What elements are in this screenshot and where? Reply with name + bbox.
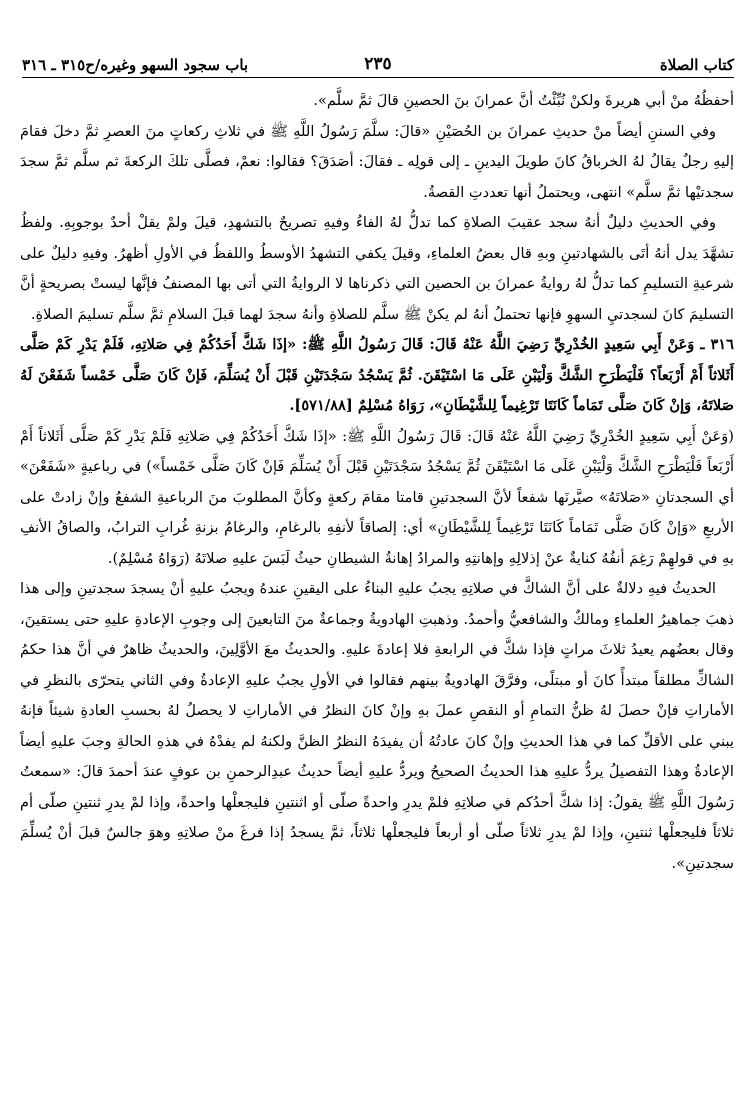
paragraph: وفي السننِ أيضاً منْ حديثِ عمرانَ بن الحُصَيْنِ «قالَ: سلَّمَ رَسُولُ اللَّهِ ﷺ في ثلاثِ ركعاتٍ منَ العصرِ ثمَّ دخلَ فقامَ إليهِ رجلٌ يقالُ لهُ الخرباقُ كانَ طويلَ اليدينِ ـ إلى قولِه ـ فقالَ: أصَدَقَ؟ فقالوا: نعمْ، فصلَّى تلكَ الركعةَ ثم سلَّم ثمَّ سجدَ سجدتيْها ثمَّ سلَّم» انتهى، ويحتملُ أنها تعددتِ القصةُ.	[20, 122, 734, 201]
hadith-text	[20, 330, 734, 422]
body-text	[20, 86, 734, 879]
page-number: ٢٣٥	[364, 54, 392, 74]
hadith-body: ـ وَعَنْ أَبِي سَعِيدٍ الخُدْرِيِّ رَضِيَ اللَّهُ عَنْهُ قَالَ: قَالَ رَسُولُ اللَّهِ ﷺ: «إذَا شَكَّ أَحَدُكُمْ فِي صَلاتِهِ، فَلَمْ يَدْرِ كَمْ صَلَّى أَثَلاثاً أَمْ أَرْبَعاً؟ فَلْيَطْرَحِ الشَّكَّ وَلْيَبْنِ عَلَى مَا اسْتَيْقَنَ. ثُمَّ يَسْجُدُ سَجْدَتَيْنِ قَبْلَ أَنْ يُسَلِّمَ، فَإنْ كَانَ صَلَّى خَمْساً شَفَعْنَ لَهُ صَلاتَهُ، وَإنْ كَانَ صَلَّى تَمَاماً كَانَتَا تَرْغِيماً لِلشَّيْطَانِ»، رَوَاهُ مُسْلِمٌ [٥٧١/٨٨].	[20, 336, 734, 414]
running-header	[22, 44, 734, 78]
commentary-paragraph: (وَعَنْ أَبِي سَعِيدٍ الخُدْرِيِّ رَضِيَ اللَّهُ عَنْهُ قَالَ: قَالَ رَسُولُ اللَّهِ ﷺ: «إذَا شَكَّ أَحَدُكُمْ فِي صَلاتِهِ فَلَمْ يَدْرِ كَمْ صَلَّى أَثَلاثاً أَمْ أَرْبَعاً فَلْيَطْرَحِ الشَّكَّ وَلْيَبْنِ عَلَى مَا اسْتَيْقَنَ ثُمَّ يَسْجُدُ سَجْدَتَيْنِ قَبْلَ أَنْ يُسَلِّمَ فَإنْ كَانَ صَلَّى خَمْساً») في رباعيةٍ «شَفَعْنَ» أي السجدتانِ «صَلاتَهُ» صيَّرنَها شفعاً لأنَّ السجدتينِ قامتا مقامَ ركعةٍ وكأنَّ المطلوبَ منَ الرباعيةِ الشفعُ وإنْ زادتْ على الأربعِ «وَإنْ كَانَ صَلَّى تَمَاماً كَانَتَا تَرْغِيماً لِلشَّيْطَانِ» أي: إلصاقاً لأنفِهِ بالرغامِ، والرغامُ بزنةِ غُرابِ الترابُ، والصاقُ الأنفِ بهِ في قولهِمْ رَغِمَ أنفُهُ كنايةٌ عنْ إذلالِهِ وإهانتِهِ والمرادُ إهانةُ الشيطانِ حيثُ لَبَسَ عليهِ صلاتَهُ (رَوَاهُ مُسْلِمٌ).	[20, 427, 734, 567]
chapter-title: باب سجود السهو وغيره/ح٣١٥ ـ ٣١٦	[22, 56, 249, 74]
paragraph: وفي الحديثِ دليلٌ أنهُ سجد عقيبَ الصلاةِ كما تدلُّ لهُ الفاءُ وفيهِ تصريحٌ بالتشهدِ، قيلَ ولمْ يقلْ أحدٌ بوجوبِهِ. ولفظُ تشهَّدَ يدل أنهُ أتَى بالشهادتينِ وبهِ قال بعضُ العلماءِ، وقيلَ يكفي التشهدُ الأوسطُ واللفظُ في الأولِ أظهرُ. وفيهِ دليلٌ على شرعيةِ التسليمِ كما تدلُّ لهُ روايةُ عمرانَ بن الحصين التي ذكرناها لا الروايةُ التي أتى بها المصنفُ فإنَّها ليستْ بصريحةٍ أنَّ التسليمَ كانَ لسجدتيِ السهوِ فإنها تحتملُ أنهُ لم يكنْ ﷺ سلَّم للصلاةِ وأنهُ سجدَ لهما قبلَ السلامِ ثمَّ سلَّم تسليمَ الصلاةِ.	[20, 214, 734, 323]
paragraph: أحفظُهُ منْ أبي هريرةَ ولكنْ نُبِّئْتُ أنَّ عمرانَ بنَ الحصينِ قالَ ثمَّ سلَّم».	[313, 92, 734, 109]
book-title: كتاب الصلاة	[659, 56, 734, 74]
commentary-paragraph: الحديثُ فيهِ دلالةٌ على أنَّ الشاكَّ في صلاتِهِ يجبُ عليهِ البناءُ على اليقينِ عندهُ ويجبُ عليهِ أنْ يسجدَ سجدتينِ وإلى هذا ذهبَ جماهيرُ العلماءِ ومالكٌ والشافعيُّ وأحمدُ. وذهبتِ الهادويةُ وجماعةٌ منَ التابعينَ إلى وجوبِ الإعادةِ عليهِ حتى يستقينَ، وقال بعضُهم يعيدُ ثلاثَ مراتٍ فإذا شكَّ في الرابعةِ فلا إعادةَ عليهِ. والحديثُ معَ الأوَّلِينَ، والحديثُ ظاهرٌ في أنَّ هذا حكمُ الشاكِّ مطلقاً مبتدأً كانَ أو مبتلًى، وفرَّقَ الهادويةُ بينهم فقالوا في الأولِ يجبُ عليهِ الإعادةُ وفي الثاني يتحرّى بالنظرِ في الأماراتِ فإنْ حصلَ لهُ ظنُّ التمامِ أو النقصِ عملَ بهِ وإنْ كانَ النظرُ في الأماراتِ لا يحصلُ لهُ بحسبِ العادةِ شيئاً فإنهُ يبني على الأقلِّ كما في هذا الحديثِ وإنْ كانَ عادتُهُ أن يفيدَهُ النظرُ الظنَّ ولكنهُ لم يفدْهُ في هذهِ الحالةِ وجبَ عليهِ أيضاً الإعادةُ وهذا التفصيلُ يردُّ عليهِ هذا الحديثُ الصحيحُ ويردُّ عليهِ أيضاً حديثُ عبدِالرحمنِ بن عوفٍ عندَ أحمدَ قالَ: «سمعتُ رَسُولَ اللَّهِ ﷺ يقولُ: إذا شكَّ أحدُكم في صلاتِهِ فلمْ يدرِ واحدةً صلّى أو اثنتينِ فليجعلْها واحدةً، وإذا لمْ يدرِ ثنتينِ صلّى أم ثلاثاً فليجعلْها ثنتينِ، وإذا لمْ يدرِ ثلاثاً صلّى أو أربعاً فليجعلْها ثلاثاً، ثمَّ يسجدُ إذا فرغَ منْ صلاتِهِ وهوَ جالسٌ قبلَ أنْ يُسلِّمَ سجدتينِ».	[20, 580, 734, 872]
hadith-number: ٣١٦	[710, 336, 734, 353]
